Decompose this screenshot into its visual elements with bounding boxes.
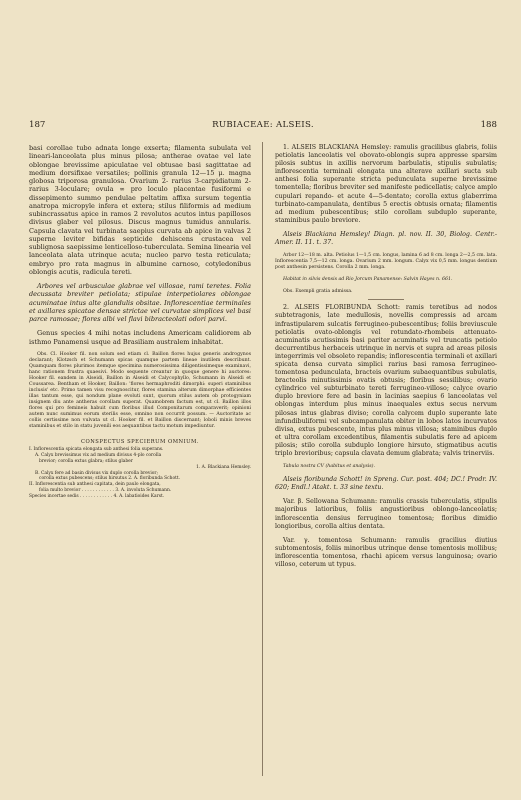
species-2-plate: Tabula nostra CV (habitus et analysis). — [283, 464, 375, 470]
page-number-right: 188 — [480, 120, 497, 130]
page — [29, 120, 497, 780]
species-1-description: 1. ALSEIS BLACKIANA Hemsley: ramulis gracilibus glabris, foliis petiolatis lanceolatis vel obovato-oblongis supra appresse sparsim pilosis subtus in axillis nervorum barbulatis, stipulis subulatis; inflorescentia terminali elongata una alterave axillari sucta sub anthesi folia superante stricta pedunculata superne brevissime tomentella; floribus breviter sed manifeste pedicellatis; calyce amplo cupulari repando- et acute 4—5-dentato; corolla extus glaberrima turbinato-campanulata, dentibus 5 erectis obtusis ornata; filamentis ad medium pubescentibus; stilo corollam subduplo superante, staminibus paulo breviore. — [275, 144, 497, 224]
key-line: 1. A. Blackiana Hemsley. — [196, 464, 251, 470]
species-1-observation: Obs. Exempli gratia admissa. — [283, 289, 353, 295]
species-1-citation: Alseis Blackiana Hemsley! Diagn. pl. nov. II. 30, Biolog. Centr.-Amer. II. 11. t. 37. — [275, 230, 497, 247]
key-line: folia multo brevior . . . . . . . . . . . . 3. A. involuta Schumann. — [39, 487, 172, 493]
key-line: II. Inflorescentia sub anthesi capitata, dein paulo elongata, — [29, 482, 161, 488]
running-header — [29, 120, 497, 132]
key-line: Species incertae sedis . . . . . . . . . . . . 4. A. labatioides Karst. — [29, 493, 165, 499]
distribution-note: Genus species 4 mihi notas includens Americam calidiorem ab isthmo Panamensi usque ad Brasiliam australem inhabitat. — [29, 329, 251, 346]
right-column — [275, 144, 497, 569]
species-key — [29, 447, 251, 499]
species-2-citation: Alseis floribunda Schott! in Spreng. Cur. post. 404; DC.! Prodr. IV. 620; Endl.! Atakt. t. 33 sine textu. — [275, 476, 497, 492]
key-line: B. Calyx fere ad basin divisus vix duplo corolla brevior; — [35, 470, 158, 476]
species-2-description: 2. ALSEIS FLORIBUNDA Schott: ramis teretibus ad nodos subtetragonis, late medullosis, novellis compressis ad arcam infrastipularem sulcatis ferrugineo-pubescentibus; foliis breviuscule petiolatis ovato-oblongis vel rotundato-rhombeis attenuato-acuminatis acutissimis basi pariter acuminatis vel truncatis petiolo decurrentibus herbaceis utrinque in nervis et supra ad areas pilosis integerrimis vel obsoleto repandis; inflorescentia terminali et axillari spicata densa curvata simplici rarius basi ramosa ferrugineo-tomentosa pedunculata, bracteis ovarium subaequantibus subulatis, bracteolis minutissimis ovatis obtusis; floribus sessilibus; ovario cylindrico vel subturbinato tereti ferrugineo-villoso; calyce ovario duplo breviore fere ad basin in lacinias saepius 6 lanceolatas vel oblongas interdum plus minus inaequales extus secus nervum pilosas intus glabras diviso; corolla calycem duplo superante late infundibuliformi vel subcampanulata obiter in lobos latos incurvatos divisa, extus pubescente, intus plus minus villosa; staminibus duplo et ultra corollam excedentibus, filamentis subulatis fere ad apicem pilosis; stilo corolla subduplo longiore hirsuto, stigmatibus acutis triplo brevioribus; capsula clavata demum glabrata; valvis trinerviis. — [275, 304, 497, 458]
key-line: I. Inflorescentia spicata elongata sub anthesi folia superans. — [29, 447, 164, 453]
key-line: A. Calyx brevissimus vix ad medium divisus 4-plo corolla — [35, 453, 162, 459]
column-divider — [262, 142, 263, 776]
habit-description: Arbores vel arbusculae glabrae vel villosae, rami teretes. Folia decussata breviter petiolata; stipulae interpetiolares oblongae acuminatae intus alte glandulis obsitae. Inflorescentiae terminales et axillares spicatae densae strictae vel curvatae simplices vel basi parce ramosae; flores albi vel flavi bibracteolati odori parvi. — [29, 282, 251, 323]
page-number-left: 187 — [29, 120, 46, 130]
species-1-habitat: Habitat in silvis densis ad Rio Jorcum Panamense: Salvin Hayes n. 661. — [283, 277, 453, 283]
conspectus-title: CONSPECTUS SPECIERUM OMNIUM. — [81, 439, 199, 446]
section-divider — [368, 299, 404, 300]
key-line: corolla extus pubescens; stilus hirsutus 2. A. floribunda Schott. — [39, 476, 181, 482]
key-line: brevior; corolla extus glabra; stilus glaber — [39, 458, 133, 464]
species-1-dimensions: Arbor 12—18 m. alta. Petiolus 1—1,5 cm. longus, lamina 6 ad 8 cm. longa 2—2,5 cm. lata. Inflorescentia 7,5—12 cm. longa. Ovarium 2 mm. longum. Calyx vix 0,5 mm. longus dentium post anthesin persistens. Corolla 2 mm. longa. — [275, 253, 497, 271]
observation-note: Obs. Cl. Hooker fil. non solum sed etiam cl. Baillon flores hujus generis androgynos declarant; Klotzsch et Schumann spicas quamque partem lineae inutilem describunt. Quamquam flores plurimos itemque specimina numerosissima diligentissimeque examinavi, hanc rationem frustra quaesivi. Modo sequente creantur in quoque genere hi auctores: Hooker fil. eandem in Alseidi, Baillon in Alseidi et Calycophyllo, Schumann in Alseidi et Coussarea. Bentham et Hooker, Baillon: 'flores hermaphroditi dimorphi: superi staminibus inclusis' etc. Primo tamen visu recognoscitur, flores stamina alterum dimorphae efficientes illas tantum esse, qui nondum plane evoluti sunt, quorum stilus autem ob protogyniam insignem diu ante antheras corollam superat. Quamobrem factum est, ut cl. Baillon illos flores qui pro femineis habuit cum floribus illud Componitarum comparaverit; opinioni autem nunc sumimus eorum sterilis esse, omnino non occurrit possum. — Auctoritate ac collis certissime non vulvata ut cl. Hooker fil. et Baillon discernant; loboli minis breves staminibus et stilo in statu juvenili eos aequantibus tactu motum impediuntur. — [29, 351, 251, 430]
genus-description: basi corollae tubo adnata longe exserta; filamenta subulata vel lineari-lanceolata plus minus pilosa; antherae ovatae vel late oblongae brevissime apiculatae vel obtusae basi sagittatae ad medium dorsifixae versatiles; pollinis granula 12—15 μ. magna globosa triporosa granulosa. Ovarium 2- rarius 3-carpidiatum 2-rarius 3-loculare; ovula ∞ pro loculo placentae fusiformi e dissepimento summo pendulae peltatim affixa sursum tegentia anatropa micropyle infera et extera; stilus filiformis ad medium subincrassatus apice in ramos 2 revolutos acutos intus papillosos divisus glaber vel pilosus. Discus magnus tumidus annularis. Capsula clavata vel turbinata saepius curvata ab apice in valvas 2 superne leviter bifidas septicide dehiscens crustacea vel sublignosa saepissime lenticelloso-tuberculata. Semina linearia vel lanceolata alata utrinque acuta; nucleo parvo testa reticulata; embryo pro rata magnus in albumine carnoso, cotyledonibus oblongis acutis, radicula tereti. — [29, 144, 251, 276]
left-column — [29, 144, 251, 500]
variety-gamma: Var. γ. tomentosa Schumann: ramulis gracilius diutius subtomentosis, foliis minoribus utrinque dense tomentosis mollibus; inflorescentia tomentosa, rhachi apicem versus languinosa; ovario villoso, ceterum ut typus. — [275, 536, 497, 569]
variety-beta: Var. β. Sellowana Schumann: ramulis crassis tuberculatis, stipulis majoribus latioribus, foliis angustioribus oblongo-lanceolatis; inflorescentia densius ferrugineo tomentosa; floribus dimidio longioribus, corolla altius dentata. — [275, 498, 497, 530]
running-title: RUBIACEAE: ALSEIS. — [212, 120, 314, 130]
